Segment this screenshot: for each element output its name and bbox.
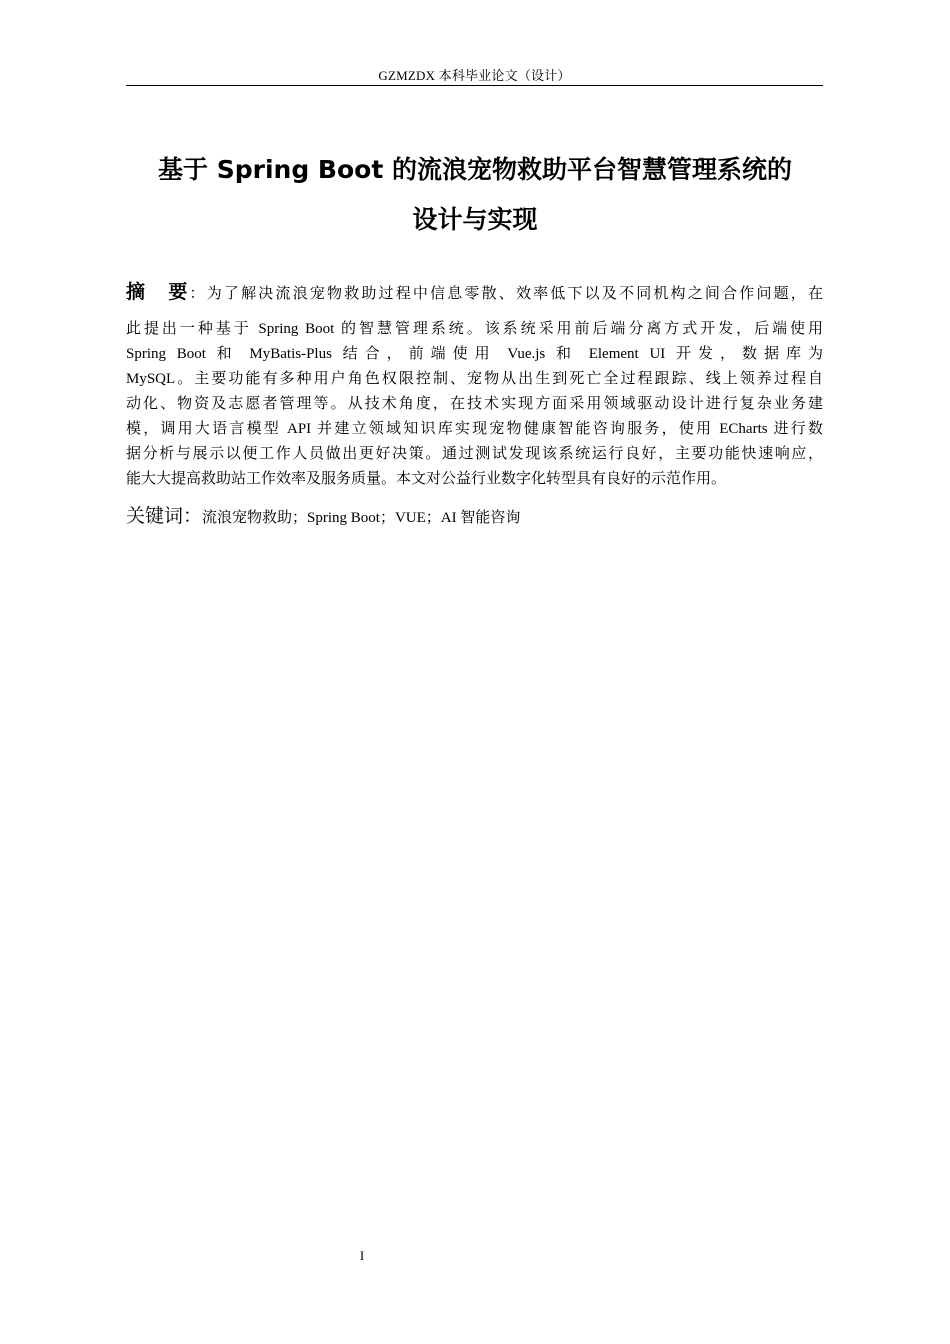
abstract-line-4: MySQL。主要功能有多种用户角色权限控制、宠物从出生到死亡全过程跟踪、线上领养过程自 xyxy=(126,371,823,387)
abstract-line-5: 动化、物资及志愿者管理等。从技术角度，在技术实现方面采用领域驱动设计进行复杂业务建 xyxy=(126,396,823,412)
abstract-text-1: 为了解决流浪宠物救助过程中信息零散、效率低下以及不同机构之间合作问题，在 xyxy=(206,286,823,302)
thesis-title-line-1: 基于 Spring Boot 的流浪宠物救助平台智慧管理系统的 xyxy=(158,155,792,184)
keywords-label: 关键词： xyxy=(126,505,203,527)
thesis-title-line-2: 设计与实现 xyxy=(412,205,538,234)
abstract-label: 摘 要 xyxy=(126,281,190,303)
header-rule xyxy=(126,85,823,86)
abstract-line-6: 模，调用大语言模型 API 并建立领域知识库实现宠物健康智能咨询服务，使用 ECharts 进行数 xyxy=(126,421,823,437)
abstract-section xyxy=(126,280,823,492)
abstract-line-7: 据分析与展示以便工作人员做出更好决策。通过测试发现该系统运行良好，主要功能快速响应， xyxy=(126,446,823,462)
abstract-line-1 xyxy=(126,280,823,307)
abstract-separator: ： xyxy=(189,286,207,302)
page-number: I xyxy=(359,1248,365,1263)
abstract-line-8: 能大大提高救助站工作效率及服务质量。本文对公益行业数字化转型具有良好的示范作用。 xyxy=(126,471,727,487)
keywords-text: 流浪宠物救助；Spring Boot；VUE；AI 智能咨询 xyxy=(202,510,521,526)
abstract-line-2: 此提出一种基于 Spring Boot 的智慧管理系统。该系统采用前后端分离方式开发，后端使用 xyxy=(126,321,823,337)
keywords-section xyxy=(126,502,823,532)
thesis-title xyxy=(110,145,840,245)
running-header: GZMZDX 本科毕业论文（设计） xyxy=(378,68,571,83)
abstract-line-3: Spring Boot 和 MyBatis-Plus 结合，前端使用 Vue.js 和 Element UI 开发，数据库为 xyxy=(126,346,823,362)
